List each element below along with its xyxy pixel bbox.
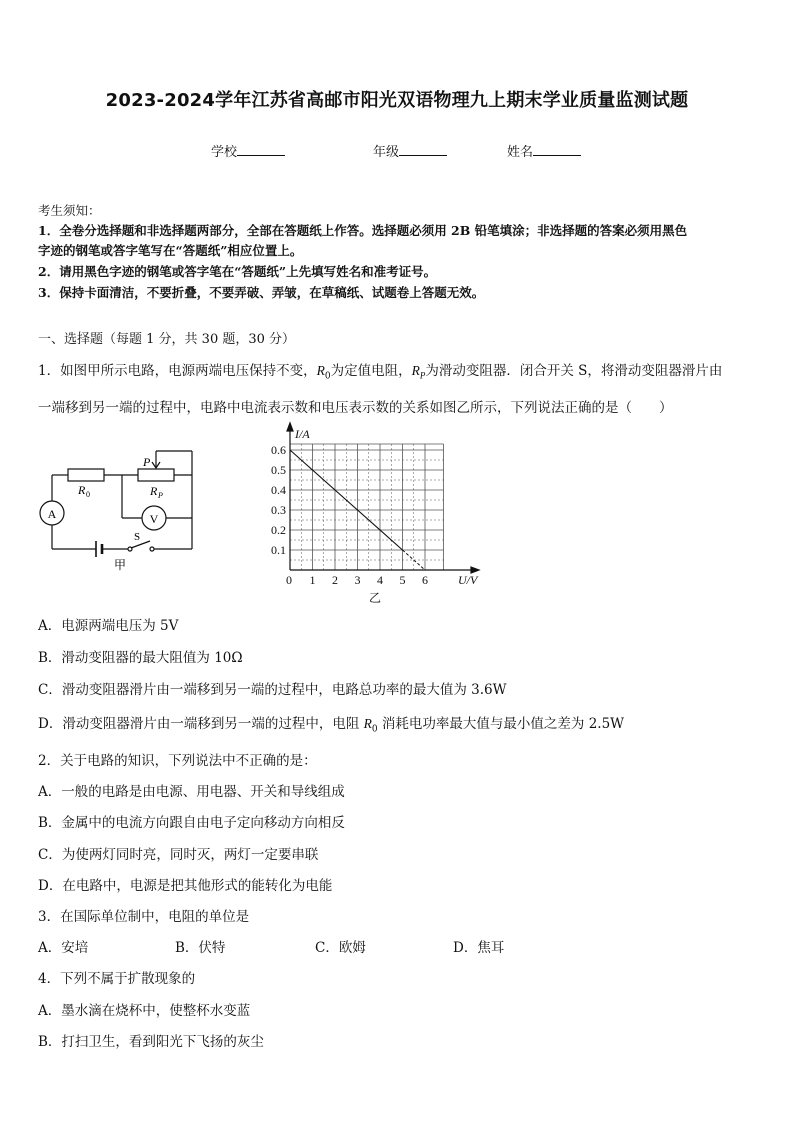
r0-label: R [78, 483, 86, 497]
q1-text-part3: 为滑动变阻器．闭合开关 S，将滑动变阻器滑片由 [425, 363, 723, 379]
q3-stem: 3．在国际单位制中，电阻的单位是 [38, 909, 250, 925]
switch-label: S [134, 531, 141, 543]
circuit-caption: 甲 [114, 558, 127, 572]
school-label: 学校 [211, 145, 238, 160]
y-tick-label: 0.1 [271, 543, 286, 557]
x-tick-label: 1 [309, 573, 316, 587]
grade-field[interactable] [373, 141, 447, 160]
q1-option-c[interactable]: C．滑动变阻器滑片由一端移到另一端的过程中，电路总功率的最大值为 3.6W [38, 682, 507, 698]
q1-rp-symbol: R [411, 363, 420, 378]
q4-option-a[interactable]: A．墨水滴在烧杯中，使整杯水变蓝 [38, 1003, 251, 1019]
y-tick-label: 0.2 [271, 523, 286, 537]
section-heading: 一、选择题（每题 1 分，共 30 题，30 分） [38, 332, 296, 347]
x-axis-label: U/V [458, 573, 478, 587]
grade-label: 年级 [373, 145, 400, 160]
chart-caption: 乙 [368, 591, 382, 605]
q1-stem-line1 [38, 359, 722, 382]
q1-stem-line2: 一端移到另一端的过程中，电路中电流表示数和电压表示数的关系如图乙所示，下列说法正确的是（ ） [38, 400, 673, 416]
school-field[interactable] [211, 141, 285, 160]
name-blank[interactable] [533, 143, 581, 156]
q4-stem: 4．下列不属于扩散现象的 [38, 971, 196, 987]
q1-option-d[interactable] [38, 712, 624, 735]
notice-line-1b: 字迹的钢笔或答字笔写在“答题纸”相应位置上。 [38, 243, 303, 258]
x-tick-label: 6 [422, 573, 428, 587]
name-field[interactable] [507, 141, 581, 160]
y-tick-label: 0.5 [271, 463, 286, 477]
y-axis-label: I/A [295, 427, 310, 441]
iu-chart [262, 420, 492, 605]
notice-line-2: 2．请用黑色字迹的钢笔或答字笔在“答题纸”上先填写姓名和准考证号。 [38, 264, 437, 279]
circuit-diagram [30, 445, 220, 575]
name-label: 姓名 [507, 145, 534, 160]
q2-stem: 2．关于电路的知识，下列说法中不正确的是： [38, 753, 317, 769]
q3-option-d[interactable]: D．焦耳 [453, 940, 505, 956]
x-tick-label: 2 [332, 573, 338, 587]
notice-heading: 考生须知： [38, 203, 101, 218]
q4-option-b[interactable]: B．打扫卫生，看到阳光下飞扬的灰尘 [38, 1034, 264, 1050]
q1-rp-sub: P [419, 370, 426, 381]
q1-text-part1: 1．如图甲所示电路，电源两端电压保持不变， [38, 363, 317, 379]
slider-p-label: P [143, 455, 151, 469]
q2-option-d[interactable]: D．在电路中，电源是把其他形式的能转化为电能 [38, 878, 333, 894]
voltmeter-label: V [149, 512, 159, 526]
q2-option-b[interactable]: B．金属中的电流方向跟自由电子定向移动方向相反 [38, 815, 345, 831]
rp-label-sub: P [158, 491, 163, 500]
chart-labels [271, 427, 479, 605]
chart-axes [287, 423, 479, 573]
q1-option-b[interactable]: B．滑动变阻器的最大阻值为 10Ω [38, 650, 243, 666]
q3-option-c[interactable]: C．欧姆 [315, 940, 366, 956]
y-tick-label: 0.4 [271, 483, 286, 497]
y-axis-arrow [287, 423, 293, 431]
x-tick-label: 5 [399, 573, 406, 587]
x-tick-label: 4 [377, 573, 383, 587]
x-tick-label: 3 [354, 573, 361, 587]
y-tick-label: 0.6 [271, 443, 286, 457]
q1-option-d-r: R [363, 716, 372, 731]
q1-r0-sub: 0 [324, 371, 331, 382]
grade-blank[interactable] [399, 143, 447, 156]
rp-label: R [150, 484, 158, 498]
rheostat-rp [138, 469, 174, 481]
chart-grid [290, 444, 444, 570]
school-blank[interactable] [237, 143, 285, 156]
notice-line-1a: 1．全卷分选择题和非选择题两部分，全部在答题纸上作答。选择题必须用 2B 铅笔填涂；非选择题的答案必须用黑色 [38, 223, 688, 238]
q1-option-a[interactable]: A．电源两端电压为 5V [38, 618, 179, 634]
page-title: 2023-2024学年江苏省高邮市阳光双语物理九上期末学业质量监测试题 [105, 90, 689, 111]
q1-option-d-sub: 0 [371, 724, 378, 735]
q1-option-d-pre: D．滑动变阻器滑片由一端移到另一端的过程中，电阻 [38, 716, 364, 732]
q1-option-d-post: 消耗电功率最大值与最小值之差为 2.5W [377, 716, 625, 732]
resistor-r0 [68, 469, 104, 481]
q2-option-a[interactable]: A．一般的电路是由电源、用电器、开关和导线组成 [38, 784, 345, 800]
q1-r0-symbol: R [316, 363, 325, 378]
origin-label: 0 [286, 573, 292, 587]
q2-option-c[interactable]: C．为使两灯同时亮，同时灭，两灯一定要串联 [38, 847, 319, 863]
y-tick-label: 0.3 [271, 503, 286, 517]
q3-option-b[interactable]: B．伏特 [175, 940, 226, 956]
notice-line-3: 3．保持卡面清洁，不要折叠，不要弄破、弄皱，在草稿纸、试题卷上答题无效。 [38, 285, 485, 300]
q1-text-part2: 为定值电阻， [330, 363, 412, 379]
ammeter-label: A [47, 507, 57, 521]
q3-option-a[interactable]: A．安培 [38, 940, 89, 956]
r0-label-sub: 0 [86, 490, 90, 499]
